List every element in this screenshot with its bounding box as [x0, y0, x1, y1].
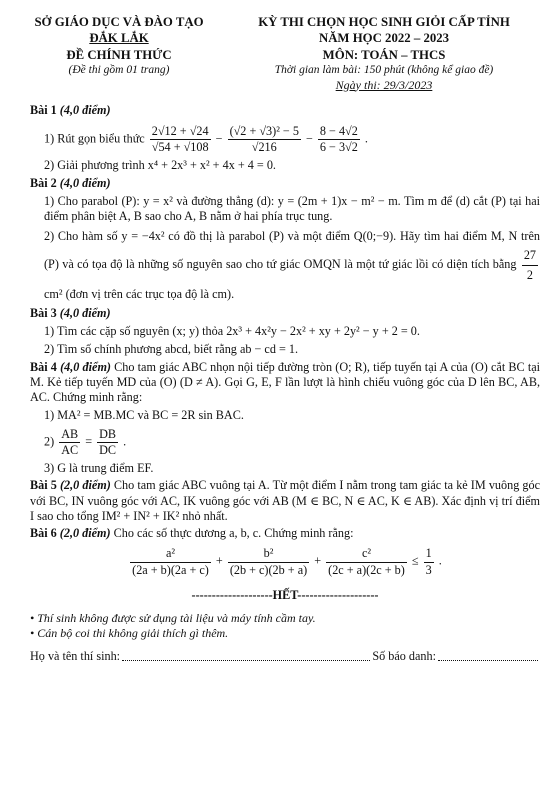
note-1: • Thí sinh không được sử dụng tài liệu và máy tính cầm tay. — [30, 611, 316, 626]
area-fraction: $\frac{27}{2}$ — [523, 248, 536, 283]
candidate-id-label: Số báo danh: — [372, 649, 436, 664]
exam-page — [30, 14, 540, 664]
candidate-id-blank — [438, 649, 538, 661]
candidate-name-label: Họ và tên thí sinh: — [30, 649, 121, 664]
problem-5-title: Bài 5 — [30, 478, 57, 493]
notes — [30, 611, 540, 641]
problem-5 — [30, 478, 540, 524]
fraction-1: $\frac{2√12 + √24}{√54 + √108}$ — [151, 123, 209, 154]
problem-2-title: Bài 2 — [30, 175, 57, 190]
problem-4-points: (4,0 điểm) — [60, 359, 111, 374]
end-marker: --------------------HẾT-------------------- — [191, 587, 379, 602]
problem-4-item-1: 1) MA² = MB.MC và BC = 2R sin BAC. — [44, 408, 244, 423]
province-name: ĐẮK LẮK — [89, 31, 149, 46]
inequality: $\frac{\text{a²}}{(2a + b)(2a + c)}$ + $\frac{\text{b²}}{(2b + c)(2b + a)}$ + $\frac{\text{c²}}{(2c + a)(2c + b)}$ ≤ $\frac{1}{3}$ . — [132, 546, 442, 577]
problem-1-points: (4,0 điểm) — [59, 102, 111, 117]
candidate-footer — [30, 649, 540, 664]
problem-3-points: (4,0 điểm) — [59, 305, 111, 320]
exam-header — [30, 14, 540, 93]
fraction-2: $\frac{\text{(√2 + √3)² − 5}}{√216}$ — [229, 123, 299, 154]
problem-2-points: (4,0 điểm) — [59, 175, 111, 190]
problem-5-points: (2,0 điểm) — [59, 478, 111, 493]
problem-3-item-2: 2) Tìm số chính phương abcd, biết rằng ab − cd = 1. — [44, 342, 299, 357]
problem-3-title: Bài 3 — [30, 305, 57, 320]
official-label: ĐỀ CHÍNH THỨC — [66, 47, 172, 62]
problem-2-item-2: 2) Cho hàm số y = −4x² có đồ thị là parabol (P) và một điểm Q(0;−9). Hãy tìm hai điểm M, N trên (P) và có tọa độ là những số nguyên sao cho tứ giác OMQN là một tứ giác lồi có diện tích bằng $\frac{27}{2}$ cm² (đơn vị trên các trục tọa độ là cm). — [44, 229, 540, 301]
problem-6-text: Cho các số thực dương a, b, c. Chứng minh rằng: — [113, 526, 354, 541]
problem-4-item-2: 2) $\frac{AB}{AC}$ = $\frac{DB}{DC}$ . — [44, 426, 127, 457]
exam-name: KỲ THI CHỌN HỌC SINH GIỎI CẤP TỈNH — [258, 15, 510, 29]
problem-3 — [30, 306, 540, 358]
header-left — [30, 14, 208, 93]
problem-2 — [30, 176, 540, 304]
problem-4-intro: Cho tam giác ABC nhọn nội tiếp đường tròn (O; R), tiếp tuyến tại A của (O) cắt BC tại M. Kẻ tiếp tuyến MD của (O) (D ≠ A). Gọi G, E, F lần lượt là hình chiếu vuông góc của D lên BC, AB, AC. Chứng minh rằng: — [30, 359, 541, 405]
subject: MÔN: TOÁN – THCS — [322, 47, 446, 62]
problem-2-item-1: 1) Cho parabol (P): y = x² và đường thẳng (d): y = (2m + 1)x − m² − m. Tìm m để (d) cắt (P) tại hai điểm phân biệt A, B sao cho A, B nằm ở hai phía trục tung. — [44, 193, 540, 223]
problem-6 — [30, 526, 540, 578]
problem-1-item-1: 1) Rút gọn biểu thức $\frac{2√12 + √24}{√54 + √108}$ − $\frac{\text{(√2 + √3)² − 5}}{√216}$ − $\frac{8 - 4√2}{6 - 3√2}$ . — [44, 123, 368, 154]
item-lead: 1) Rút gọn biểu thức — [44, 131, 145, 146]
note-2: • Cán bộ coi thi không giải thích gì thêm. — [30, 626, 229, 641]
exam-date: Ngày thi: 29/3/2023 — [335, 77, 433, 92]
problem-6-points: (2,0 điểm) — [59, 526, 111, 541]
problem-1 — [30, 103, 540, 174]
page-count: (Đề thi gồm 01 trang) — [68, 64, 170, 77]
problem-1-item-2: 2) Giải phương trình x⁴ + 2x³ + x² + 4x + 4 = 0. — [44, 158, 276, 173]
problem-5-text: Cho tam giác ABC vuông tại A. Từ một điểm I nằm trong tam giác ta kẻ IM vuông góc với BC, IN vuông góc với AC, IK vuông góc với AB (M ∈ BC, N ∈ AC, K ∈ AB). Xác định vị trí điểm I sao cho tổng IM² + IN² + IK² nhỏ nhất. — [30, 478, 541, 523]
candidate-name-blank — [122, 649, 370, 661]
time-limit: Thời gian làm bài: 150 phút (không kể giao đề) — [274, 64, 494, 77]
problem-1-title: Bài 1 — [30, 102, 57, 117]
problem-6-title: Bài 6 — [30, 526, 57, 541]
problem-4 — [30, 360, 540, 477]
department-name: SỞ GIÁO DỤC VÀ ĐÀO TẠO — [34, 15, 204, 29]
header-right — [228, 14, 540, 93]
school-year: NĂM HỌC 2022 – 2023 — [318, 31, 450, 46]
problem-3-item-1: 1) Tìm các cặp số nguyên (x; y) thỏa 2x³ + 4x²y − 2x² + xy + 2y² − y + 2 = 0. — [44, 324, 420, 339]
problem-4-item-3: 3) G là trung điểm EF. — [44, 461, 154, 476]
fraction-3: $\frac{8 - 4√2}{6 - 3√2}$ — [319, 123, 358, 154]
problem-4-title: Bài 4 — [30, 359, 57, 374]
